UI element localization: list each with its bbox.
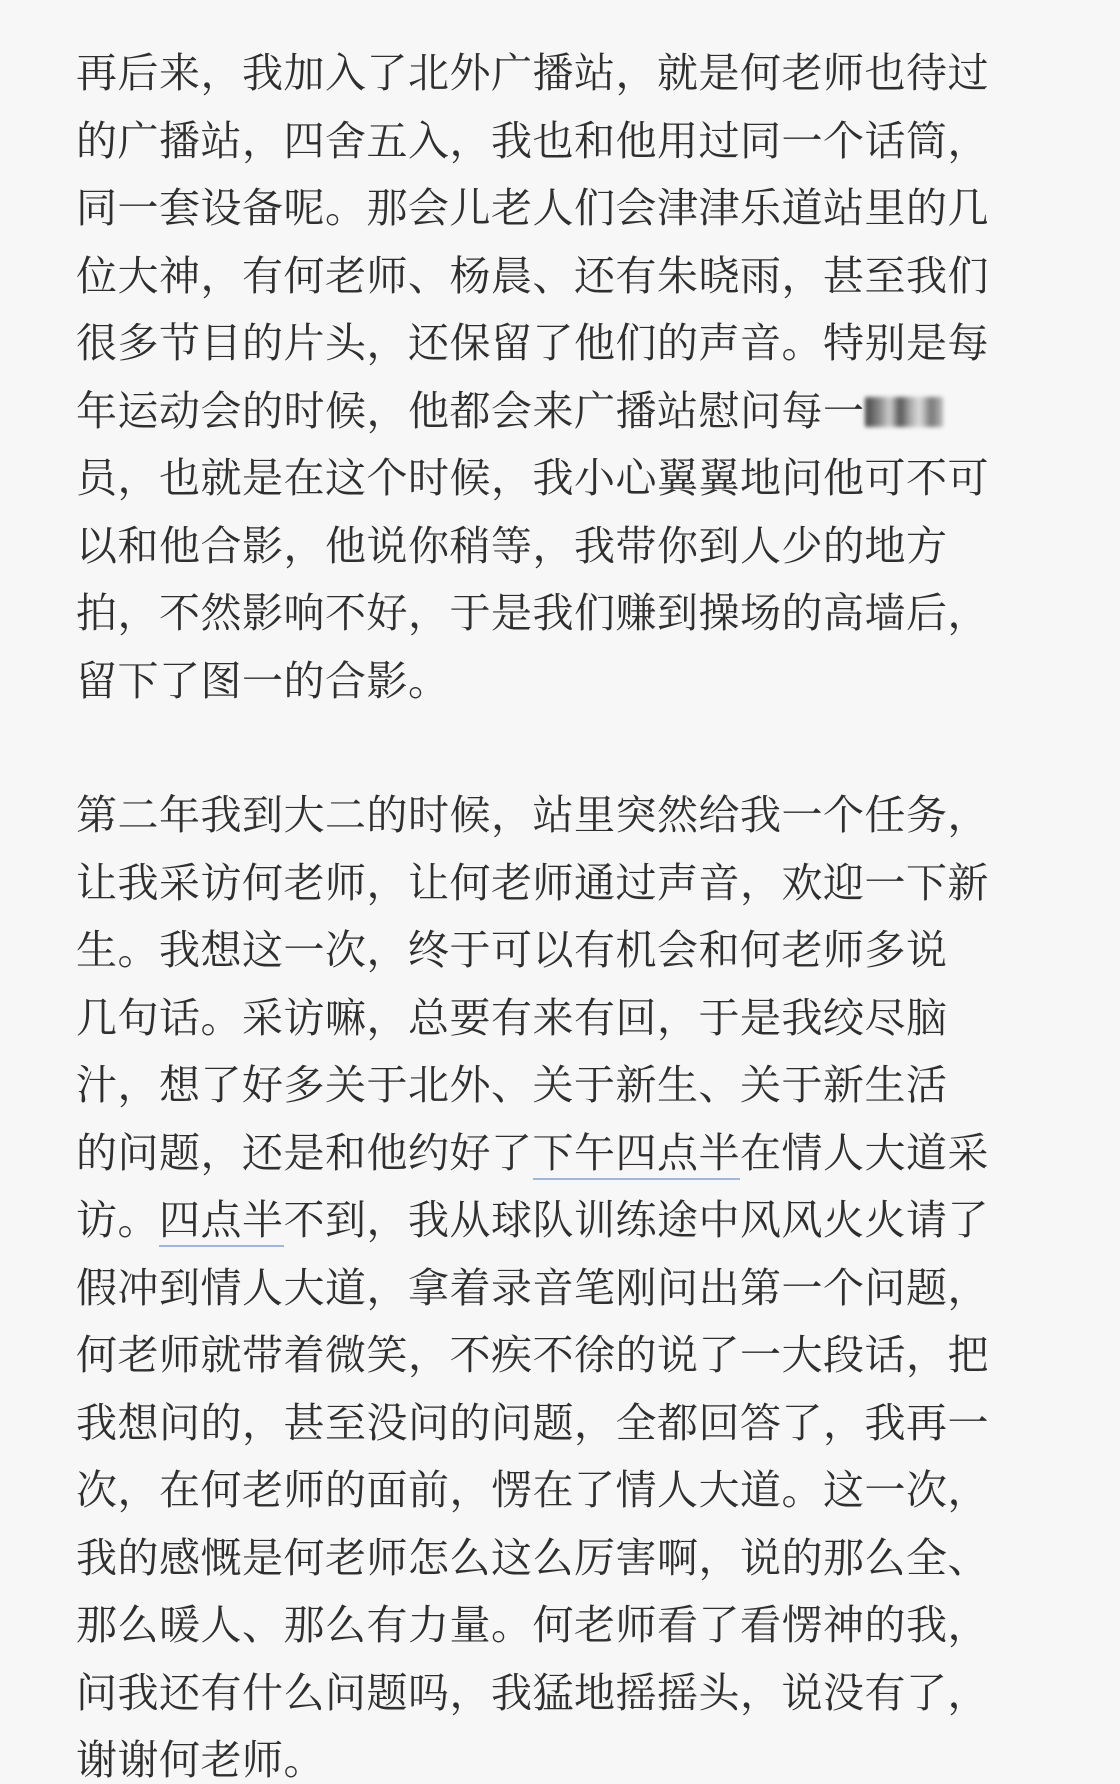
text-line-with-redaction xyxy=(76,378,1050,446)
text-line: 让我采访何老师，让何老师通过声音，欢迎一下新 xyxy=(76,858,989,907)
time-link[interactable]: 下午四点半 xyxy=(533,1129,741,1180)
paragraph-spacer xyxy=(76,715,1050,782)
text-line-with-link xyxy=(76,1187,1050,1255)
text-line: 假冲到情人大道，拿着录音笔刚问出第一个问题， xyxy=(76,1263,989,1312)
text-line: 再后来，我加入了北外广播站，就是何老师也待过 xyxy=(76,49,989,97)
text-line: 几句话。采访嘛，总要有来有回，于是我绞尽脑 xyxy=(76,993,948,1042)
text-line: 的广播站，四舍五入，我也和他用过同一个话筒， xyxy=(76,116,989,165)
text-line: 同一套设备呢。那会儿老人们会津津乐道站里的几 xyxy=(76,184,989,232)
text-line: 何老师就带着微笑，不疾不徐的说了一大段话，把 xyxy=(76,1331,989,1379)
text-line: 汁，想了好多关于北外、关于新生、关于新生活 xyxy=(76,1061,948,1109)
text-line: 以和他合影，他说你稍等，我带你到人少的地方 xyxy=(76,521,948,570)
text-fragment: 访。 xyxy=(76,1196,159,1244)
time-link[interactable]: 四点半 xyxy=(159,1196,284,1247)
redacted-text-mark xyxy=(865,397,943,427)
text-fragment: 年运动会的时候，他都会来广播站慰问每一 xyxy=(76,386,865,435)
text-line: 生。我想这一次，终于可以有机会和何老师多说 xyxy=(76,926,948,974)
text-line-with-link xyxy=(76,1120,1050,1188)
text-line: 次，在何老师的面前，愣在了情人大道。这一次， xyxy=(76,1466,989,1514)
text-fragment: 在情人大道采 xyxy=(740,1128,989,1177)
text-fragment: 的问题，还是和他约好了 xyxy=(76,1128,533,1177)
text-fragment: 不到，我从球队训练途中风风火火请了 xyxy=(283,1196,989,1244)
text-line: 问我还有什么问题吗，我猛地摇摇头，说没有了， xyxy=(76,1668,989,1717)
article-paragraph-1 xyxy=(76,40,1050,715)
text-line: 谢谢何老师。 xyxy=(76,1736,325,1784)
text-line: 我想问的，甚至没问的问题，全都回答了，我再一 xyxy=(76,1398,989,1447)
article-paragraph-2 xyxy=(76,782,1050,1784)
text-line: 很多节目的片头，还保留了他们的声音。特别是每 xyxy=(76,319,989,367)
text-line: 那么暖人、那么有力量。何老师看了看愣神的我， xyxy=(76,1601,989,1649)
text-line: 拍，不然影响不好，于是我们赚到操场的高墙后， xyxy=(76,589,989,637)
text-line: 留下了图一的合影。 xyxy=(76,656,450,705)
text-line: 位大神，有何老师、杨晨、还有朱晓雨，甚至我们 xyxy=(76,251,989,300)
text-line: 第二年我到大二的时候，站里突然给我一个任务， xyxy=(76,791,989,839)
text-line: 我的感慨是何老师怎么这么厉害啊，说的那么全、 xyxy=(76,1533,989,1582)
text-line: 员，也就是在这个时候，我小心翼翼地问他可不可 xyxy=(76,454,989,502)
